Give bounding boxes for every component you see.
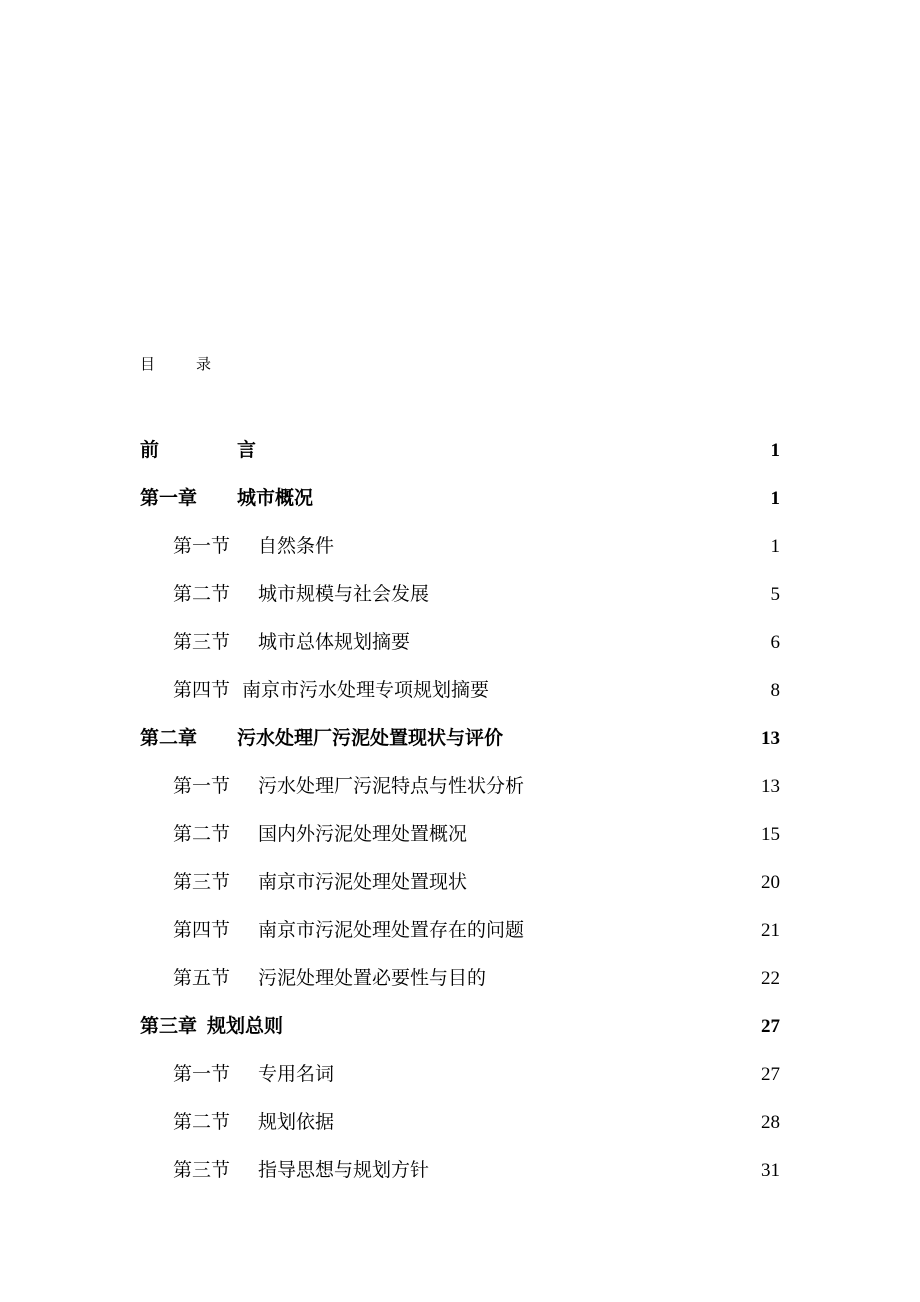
- toc-heading-part2: 录: [196, 355, 212, 373]
- toc-entry-title: 城市规模与社会发展: [258, 583, 430, 605]
- toc-entry-title: 污水处理厂污泥特点与性状分析: [258, 775, 525, 797]
- toc-entry-page: 1: [770, 488, 780, 509]
- toc-entry-section[interactable]: [173, 579, 780, 609]
- toc-entry-title: 南京市污泥处理处置存在的问题: [258, 919, 525, 941]
- toc-entry-label: 第一节: [173, 1063, 231, 1085]
- toc-entry-title: 城市概况: [237, 487, 314, 509]
- toc-entry-section[interactable]: [173, 819, 780, 849]
- toc-entry-section[interactable]: [173, 963, 780, 993]
- toc-entry-label: 第五节: [173, 967, 231, 989]
- toc-entry-label: 第三节: [173, 1159, 231, 1181]
- toc-entry-section[interactable]: [173, 627, 780, 657]
- toc-entry-page: 20: [761, 872, 780, 893]
- toc-entry-page: 13: [761, 776, 780, 797]
- toc-entry-title: 规划总则: [207, 1015, 284, 1037]
- toc-entry-section[interactable]: [173, 915, 780, 945]
- toc-entry-label: 第二节: [173, 823, 231, 845]
- toc-entry-label: 第三节: [173, 631, 231, 653]
- toc-entry-title: 城市总体规划摘要: [258, 631, 411, 653]
- toc-entry-label: 第四节: [173, 919, 231, 941]
- toc-entry-page: 8: [770, 680, 780, 701]
- toc-entry-label: 第二节: [173, 583, 231, 605]
- toc-entry-label: 第四节: [173, 679, 231, 701]
- toc-entry-page: 27: [761, 1016, 780, 1037]
- toc-entry-page: 27: [761, 1064, 780, 1085]
- toc-entry-page: 1: [770, 440, 780, 461]
- toc-entry-label: 第一章: [140, 487, 198, 509]
- toc-entry-chapter-3[interactable]: [140, 1011, 780, 1041]
- toc-entry-chapter-1[interactable]: [140, 483, 780, 513]
- toc-entry-label: 第一节: [173, 535, 231, 557]
- toc-entry-label: 前: [140, 439, 160, 461]
- toc-entry-section[interactable]: [173, 1155, 780, 1185]
- toc-entry-title: 污泥处理处置必要性与目的: [258, 967, 487, 989]
- toc-entry-title: 南京市污泥处理处置现状: [258, 871, 468, 893]
- toc-entry-section[interactable]: [173, 531, 780, 561]
- toc-entry-title: 国内外污泥处理处置概况: [258, 823, 468, 845]
- toc-entry-page: 5: [770, 584, 780, 605]
- toc-entry-preface[interactable]: [140, 435, 780, 465]
- toc-entry-title: 规划依据: [258, 1111, 335, 1133]
- toc-entry-section[interactable]: [173, 675, 780, 705]
- toc-entry-title: 指导思想与规划方针: [258, 1159, 430, 1181]
- toc-entry-title: 专用名词: [258, 1063, 335, 1085]
- toc-entry-section[interactable]: [173, 771, 780, 801]
- toc-entry-label: 第一节: [173, 775, 231, 797]
- toc-entry-section[interactable]: [173, 867, 780, 897]
- toc-entry-title: 南京市污水处理专项规划摘要: [242, 679, 490, 701]
- toc-entry-page: 6: [770, 632, 780, 653]
- toc-entry-page: 28: [761, 1112, 780, 1133]
- toc-entry-chapter-2[interactable]: [140, 723, 780, 753]
- toc-entry-page: 21: [761, 920, 780, 941]
- toc-entry-page: 31: [761, 1160, 780, 1181]
- toc-entry-page: 22: [761, 968, 780, 989]
- toc-entry-page: 13: [761, 728, 780, 749]
- toc-heading-part1: 目: [140, 355, 156, 373]
- toc-entry-page: 15: [761, 824, 780, 845]
- toc-entry-section[interactable]: [173, 1107, 780, 1137]
- toc-entry-label: 第二节: [173, 1111, 231, 1133]
- toc-entry-page: 1: [770, 536, 780, 557]
- toc-entry-section[interactable]: [173, 1059, 780, 1089]
- toc-entry-title: 自然条件: [258, 535, 335, 557]
- toc-entry-label: 第三章: [140, 1015, 198, 1037]
- toc-entry-label: 第二章: [140, 727, 198, 749]
- toc-entry-title: 污水处理厂污泥处置现状与评价: [237, 727, 504, 749]
- toc-entry-title: 言: [237, 439, 257, 461]
- toc-entry-label: 第三节: [173, 871, 231, 893]
